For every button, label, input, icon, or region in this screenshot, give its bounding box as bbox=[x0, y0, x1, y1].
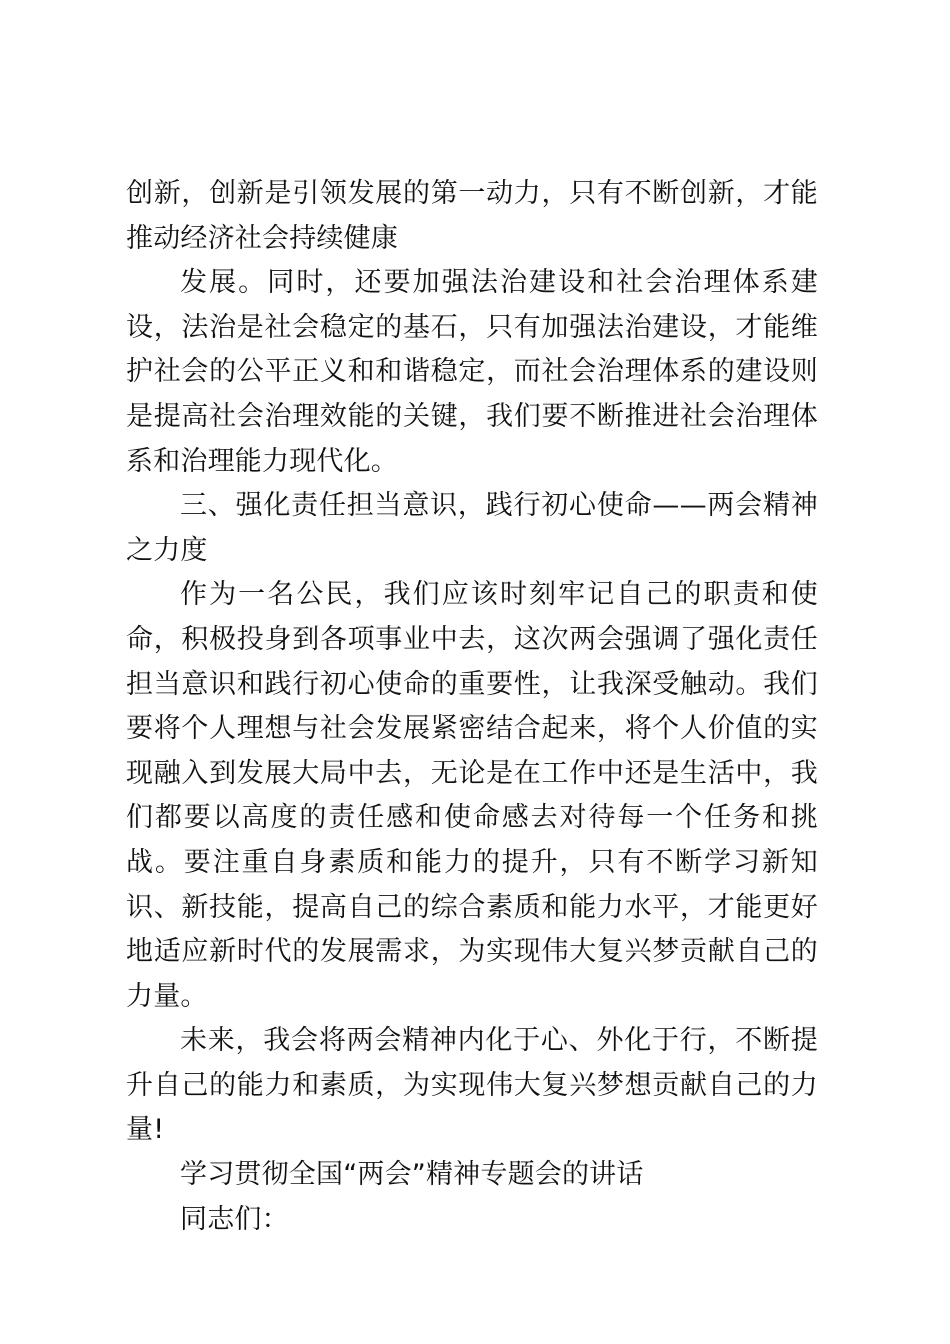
paragraph-future: 未来，我会将两会精神内化于心、外化于行，不断提升自己的能力和素质，为实现伟大复兴梦想贡献自己的力量! bbox=[126, 1025, 818, 1146]
section-heading-three: 三、强化责任担当意识，践行初心使命——两会精神之力度 bbox=[126, 490, 818, 566]
speech-salutation: 同志们： bbox=[180, 1203, 289, 1235]
paragraph-continuation: 创新，创新是引领发展的第一动力，只有不断创新，才能推动经济社会持续健康 bbox=[126, 178, 818, 254]
document-body bbox=[126, 172, 818, 1242]
paragraph-citizen-responsibility: 作为一名公民，我们应该时刻牢记自己的职责和使命，积极投身到各项事业中去，这次两会强调了强化责任担当意识和践行初心使命的重要性，让我深受触动。我们要将个人理想与社会发展紧密结合起来，将个人价值的实现融入到发展大局中去，无论是在工作中还是生活中，我们都要以高度的责任感和使命感去对待每一个任务和挑战。要注重自身素质和能力的提升，只有不断学习新知识、新技能，提高自己的综合素质和能力水平，才能更好地适应新时代的发展需求，为实现伟大复兴梦贡献自己的力量。 bbox=[126, 579, 818, 1012]
speech-title: 学习贯彻全国“两会”精神专题会的讲话 bbox=[180, 1159, 644, 1191]
paragraph-rule-of-law: 发展。同时，还要加强法治建设和社会治理体系建设，法治是社会稳定的基石，只有加强法治建设，才能维护社会的公平正义和和谐稳定，而社会治理体系的建设则是提高社会治理效能的关键，我们要不断推进社会治理体系和治理能力现代化。 bbox=[126, 267, 818, 477]
